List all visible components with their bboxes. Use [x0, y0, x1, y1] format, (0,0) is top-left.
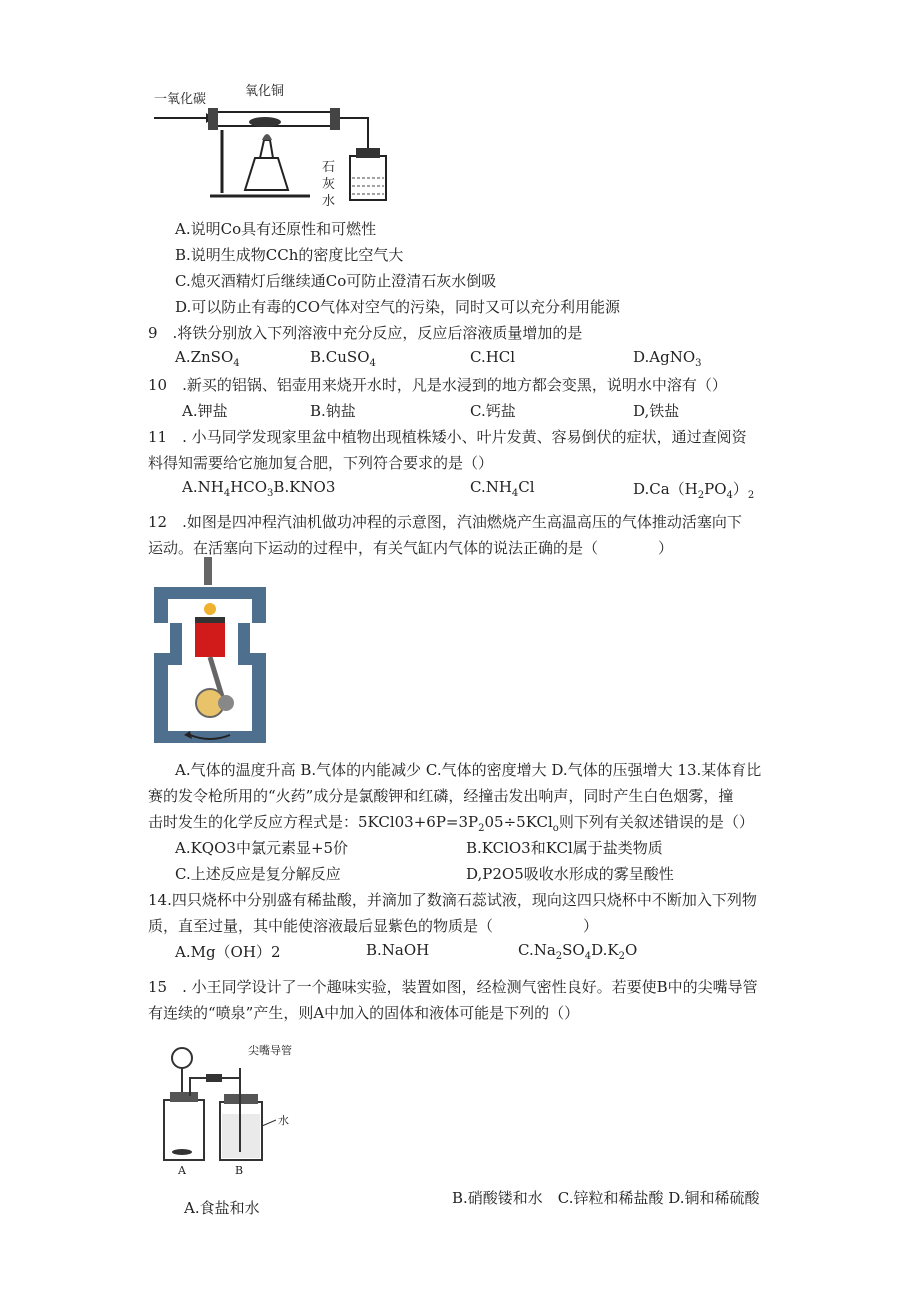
- q13-stem2-post: 05÷5KCl: [484, 813, 553, 831]
- q14-cd-sub2: 4: [584, 951, 592, 962]
- q11-d-sub2: 4: [726, 490, 733, 501]
- q9-d-text: D.AgNO: [633, 348, 696, 366]
- q10-stem: 10 .新买的铝锅、铝壶用来烧开水时，凡是水浸到的地方都会变黑，说明水中溶有（）: [148, 376, 727, 394]
- figure-co-apparatus: [150, 78, 390, 210]
- q14-cd-sub1: 2: [555, 951, 563, 962]
- q9-option-b: [310, 348, 376, 369]
- q9-d-sub: 3: [695, 358, 702, 369]
- q9-option-a: [175, 348, 240, 369]
- bottle-b-label: B: [235, 1164, 244, 1177]
- q14-stem-line1: 14.四只烧杯中分别盛有稀盐酸，并滴加了数滴石蕊试液，现向这四只烧杯中不断加入下列物: [148, 891, 757, 909]
- figure-fountain-apparatus: [160, 1040, 310, 1180]
- q11-d-sub1: 2: [697, 490, 705, 501]
- q14-stem-line2: 质，直至过量，其中能使溶液最后显紫色的物质是（ ）: [148, 917, 599, 935]
- q9-a-text: A.ZnSO: [175, 348, 234, 366]
- q9-stem: 9 .将铁分别放入下列溶液中充分反应，反应后溶液质量增加的是: [148, 324, 583, 342]
- q11-c-pre: C.NH: [470, 478, 512, 496]
- q13-option-b: B.KClO3和KCl属于盐类物质: [466, 839, 663, 857]
- q13-stem-line2: [148, 811, 754, 834]
- q13-option-c: C.上述反应是复分解反应: [175, 865, 341, 883]
- q9-b-sub: 4: [369, 358, 376, 369]
- q11-d-sub3: 2: [747, 490, 755, 501]
- lime-label-1: 石: [322, 160, 336, 175]
- q10-option-d: D,铁盐: [633, 402, 680, 420]
- bottle-a-label: A: [178, 1164, 186, 1177]
- nozzle-tube-label: 尖嘴导管: [248, 1044, 292, 1057]
- lime-label-3: 水: [322, 194, 336, 209]
- q11-option-ab: [182, 478, 335, 499]
- q13-stem2-tail: 则下列有关叙述错误的是（）: [558, 813, 754, 831]
- q9-option-d: [633, 348, 702, 369]
- q13-stem2-text: 击时发生的化学反应方程式是：5KCl03+6P=3P: [148, 813, 479, 831]
- q13-option-a: A.KQO3中氯元素显+5价: [175, 839, 349, 857]
- q11-stem-line2: 料得知需要给它施加复合肥，下列符合要求的是（）: [148, 454, 494, 472]
- q14-cd-pre: C.Na: [518, 941, 556, 959]
- lime-label-2: 灰: [322, 177, 336, 192]
- q11-ab-tail: B.KNO3: [273, 478, 336, 496]
- q13-stem-line1: 赛的发令枪所用的“火药”成分是氯酸钾和红磷，经撞击发出响声，同时产生白色烟雾，撞: [148, 787, 734, 805]
- q11-ab-post: HCO: [230, 478, 268, 496]
- q14-cd-sub3: 2: [618, 951, 625, 962]
- q15-options-bcd: B.硝酸镂和水 C.锌粒和稀盐酸 D.铜和稀硫酸: [452, 1189, 760, 1207]
- q11-c-post: Cl: [518, 478, 535, 496]
- q12-options-line: A.气体的温度升高 B.气体的内能减少 C.气体的密度增大 D.气体的压强增大 13.某体育比: [175, 761, 762, 779]
- q12-stem-line2: 运动。在活塞向下运动的过程中，有关气缸内气体的说法正确的是（ ）: [148, 539, 674, 557]
- q11-option-d: [633, 478, 754, 501]
- q10-option-b: B.钠盐: [310, 402, 356, 420]
- q8-option-d: D.可以防止有毒的CO气体对空气的污染，同时又可以充分利用能源: [175, 298, 621, 316]
- q15-stem-line1: 15 . 小王同学设计了一个趣味实验，装置如图，经检测气密性良好。若要使B中的尖嘴导管: [148, 978, 758, 996]
- q11-ab-sub1: 4: [223, 488, 231, 499]
- cuo-label: 氧化铜: [245, 84, 285, 99]
- q9-option-c: C.HCl: [470, 348, 516, 366]
- q14-cd-mid: SO: [562, 941, 585, 959]
- q11-ab-pre: A.NH: [182, 478, 224, 496]
- q9-a-sub: 4: [233, 358, 240, 369]
- q11-stem-line1: 11 . 小马同学发现家里盆中植物出现植株矮小、叶片发黄、容易倒伏的症状，通过查阅资: [148, 428, 747, 446]
- q11-option-c: [470, 478, 535, 499]
- q9-b-text: B.CuSO: [310, 348, 370, 366]
- q13-stem2-sub2: o: [552, 823, 559, 834]
- q11-ab-sub2: 3: [267, 488, 274, 499]
- q8-option-c: C.熄灭酒精灯后继续通Co可防止澄清石灰水倒吸: [175, 272, 497, 290]
- q11-c-sub: 4: [511, 488, 519, 499]
- water-label: 水: [278, 1114, 289, 1127]
- q14-option-a: A.Mg（OH）2: [175, 943, 281, 961]
- q12-stem-line1: 12 .如图是四冲程汽油机做功冲程的示意图，汽油燃烧产生高温高压的气体推动活塞向下: [148, 513, 742, 531]
- q13-stem2-sub: 2: [478, 823, 485, 834]
- q11-d-post: ）: [732, 480, 748, 498]
- fountain-apparatus-drawing: [160, 1040, 310, 1180]
- q15-stem-line2: 有连续的“喷泉”产生，则A中加入的固体和液体可能是下列的（）: [148, 1004, 580, 1022]
- q8-option-a: A.说明Co具有还原性和可燃性: [175, 220, 377, 238]
- q10-option-a: A.钾盐: [182, 402, 228, 420]
- q11-d-mid: PO: [704, 480, 727, 498]
- q14-option-b: B.NaOH: [366, 941, 430, 959]
- q14-option-cd: [518, 941, 637, 962]
- q13-option-d: D,P2O5吸收水形成的雾呈酸性: [466, 865, 674, 883]
- co-label: 一氧化碳: [154, 92, 207, 107]
- q14-cd-post: D.K: [591, 941, 619, 959]
- q15-option-a: A.食盐和水: [184, 1199, 260, 1217]
- engine-cylinder-figure: [150, 553, 270, 753]
- q11-d-pre: D.Ca（H: [633, 480, 698, 498]
- q8-option-b: B.说明生成物CCh的密度比空气大: [175, 246, 404, 264]
- q14-cd-tail: O: [624, 941, 638, 959]
- q10-option-c: C.钙盐: [470, 402, 516, 420]
